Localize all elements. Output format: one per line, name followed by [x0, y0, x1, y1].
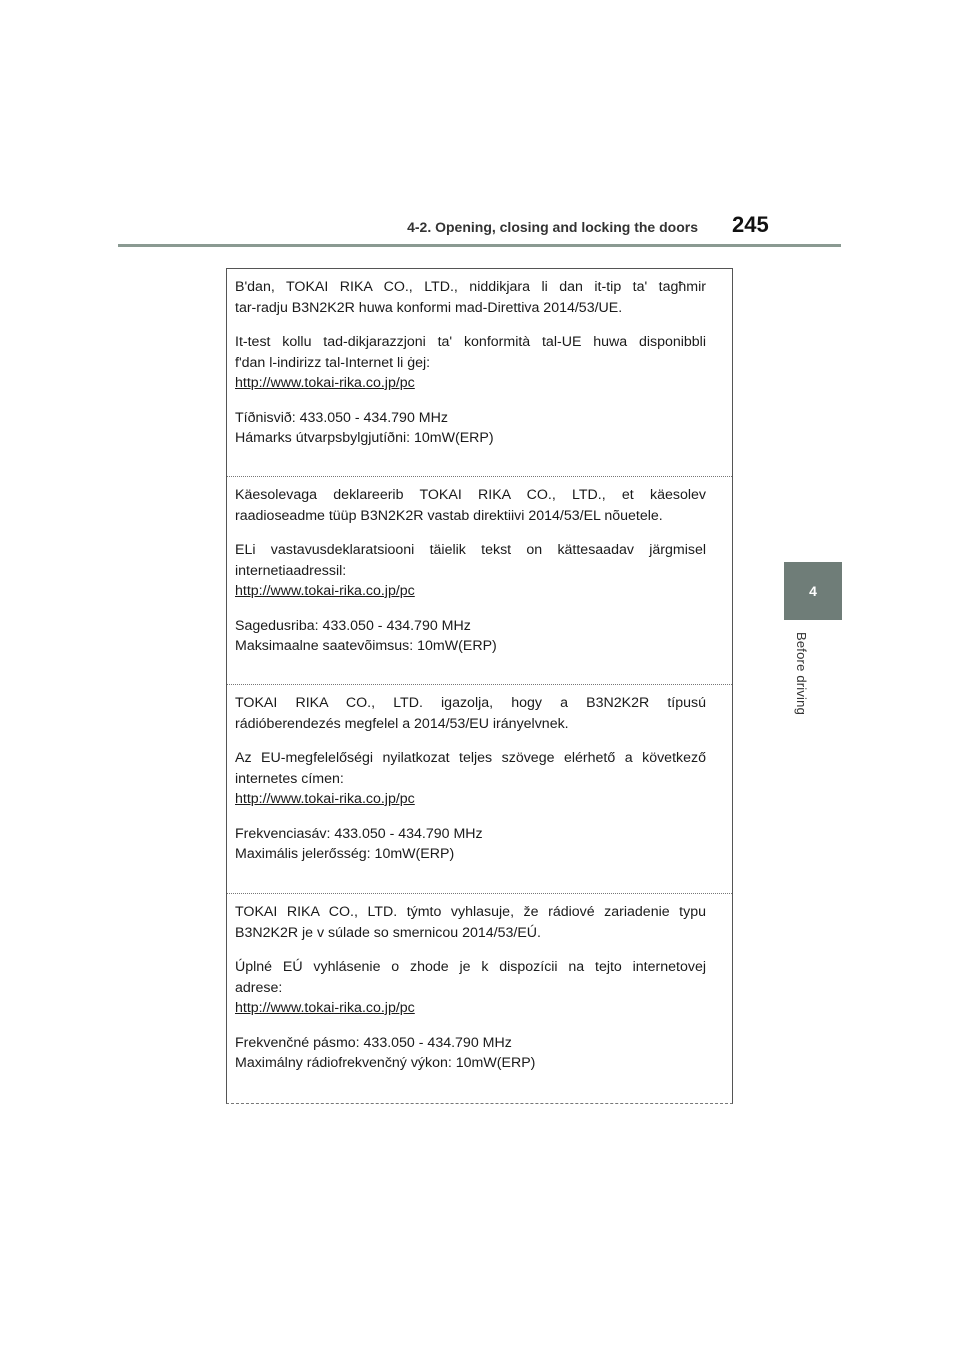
declaration-url-link[interactable]: http://www.tokai-rika.co.jp/pc — [235, 791, 415, 807]
availability-line: adrese: — [235, 979, 283, 996]
power-spec: Maximálny rádiofrekvenčný výkon: 10mW(ERP) — [235, 1055, 536, 1071]
availability-line: internetiaadressil: — [235, 562, 347, 579]
frequency-spec: Frekvenčné pásmo: 433.050 - 434.790 MHz — [235, 1034, 512, 1051]
availability-line: internetes címen: — [235, 770, 344, 787]
page-header — [0, 0, 960, 250]
frequency-spec: Tíðnisvið: 433.050 - 434.790 MHz — [235, 409, 448, 426]
availability-line: ELi vastavusdeklaratsiooni täielik tekst on kättesaadav järgmisel — [235, 542, 706, 558]
declaration-url-link[interactable]: http://www.tokai-rika.co.jp/pc — [235, 583, 415, 599]
availability-line: Az EU-megfelelőségi nyilatkozat teljes szövege elérhető a következő — [235, 750, 706, 766]
declaration-block-et — [227, 477, 732, 657]
chapter-label: Before driving — [794, 632, 809, 716]
power-spec: Hámarks útvarpsbylgjutíðni: 10mW(ERP) — [235, 430, 494, 446]
frequency-spec: Frekvenciasáv: 433.050 - 434.790 MHz — [235, 825, 483, 842]
availability-line: It-test kollu tad-dikjarazzjoni ta' konformità tal-UE huwa disponibbli — [235, 334, 706, 350]
declaration-box — [226, 268, 733, 1104]
declaration-line: TOKAI RIKA CO., LTD. igazolja, hogy a B3N2K2R típusú — [235, 695, 706, 711]
declaration-line: rádióberendezés megfelel a 2014/53/EU irányelvnek. — [235, 715, 569, 732]
declaration-url-link[interactable]: http://www.tokai-rika.co.jp/pc — [235, 1000, 415, 1016]
declaration-block-hu — [227, 685, 732, 865]
declaration-block-sk — [227, 894, 732, 1074]
declaration-line: tar-radju B3N2K2R huwa konformi mad-Direttiva 2014/53/UE. — [235, 299, 623, 316]
chapter-number: 4 — [809, 583, 817, 599]
declaration-line: B3N2K2R je v súlade so smernicou 2014/53/EÚ. — [235, 924, 541, 941]
declaration-line: Käesolevaga deklareerib TOKAI RIKA CO., LTD., et käesolev — [235, 487, 706, 503]
availability-line: f'dan l-indirizz tal-Internet li ġej: — [235, 354, 431, 371]
declaration-line: raadioseadme tüüp B3N2K2R vastab direktiivi 2014/53/EL nõuetele. — [235, 507, 663, 524]
power-spec: Maximális jelerősség: 10mW(ERP) — [235, 846, 455, 862]
declaration-url-link[interactable]: http://www.tokai-rika.co.jp/pc — [235, 375, 415, 391]
declaration-line: B'dan, TOKAI RIKA CO., LTD., niddikjara li dan it-tip ta' tagħmir — [235, 279, 706, 295]
availability-line: Úplné EÚ vyhlásenie o zhode je k dispozícii na tejto internetovej — [235, 959, 706, 975]
page-number: 245 — [732, 212, 769, 237]
section-title: 4-2. Opening, closing and locking the doors — [407, 219, 698, 235]
declaration-block-mt — [227, 269, 732, 449]
power-spec: Maksimaalne saatevõimsus: 10mW(ERP) — [235, 638, 497, 654]
frequency-spec: Sagedusriba: 433.050 - 434.790 MHz — [235, 617, 471, 634]
declaration-line: TOKAI RIKA CO., LTD. týmto vyhlasuje, že rádiové zariadenie typu — [235, 904, 706, 920]
chapter-tab — [784, 562, 842, 620]
header-rule — [118, 244, 841, 247]
